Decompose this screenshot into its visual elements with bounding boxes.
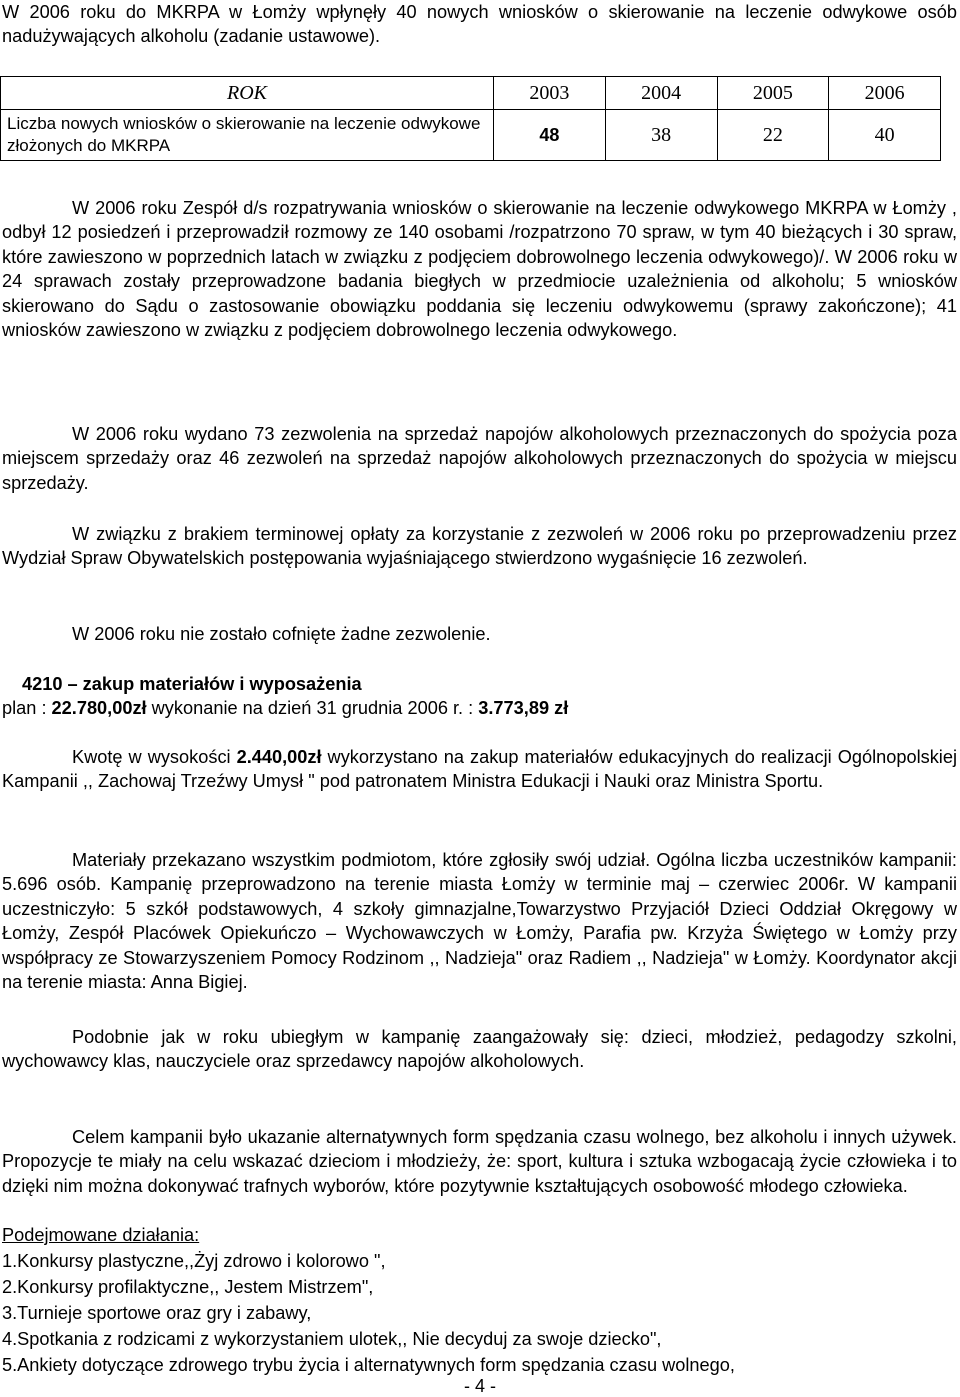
campaign-text-start: Kwotę w wysokości <box>72 747 237 767</box>
committee-text: W 2006 roku Zespół d/s rozpatrywania wniosków o skierowanie na leczenie odwykowego MKRPA w Łomży , odbył 12 posiedzeń i przeprowadził rozmowy ze 140 osobami /rozpatrzono 70 spraw, w tym 40 bieżących i 30 spraw, które zawieszono w poprzednich latach w związku z podjęciem dobrowolnego leczenia odwykowego)/. W 2006 roku w 24 sprawach zostały przeprowadzone badania biegłych w przedmiocie uzależnienia od alkoholu; 5 wniosków skierowano do Sądu o zastosowanie obowiązku poddania się leczeniu odwykowemu (sprawy zakończone); 41 wniosków zawieszono w związku z podjęciem dobrowolnego leczenia odwykowego. <box>2 198 957 341</box>
table-header-row <box>1 77 941 110</box>
list-item: 4.Spotkania z rodzicami z wykorzystaniem ulotek,, Nie decyduj za swoje dziecko", <box>2 1329 662 1349</box>
goal-text: Celem kampanii było ukazanie alternatywnych form spędzania czasu wolnego, bez alkoholu i innych używek. Propozycje te miały na celu wskazać dzieciom i młodzieży, że: sport, kultura i sztuka wzbogacają życie człowieka i to dzięki nim można dokonywać trafnych wyborów, które pozytywnie kształtujących osobowość młodego człowieka. <box>2 1127 957 1196</box>
expiry-paragraph <box>2 522 957 571</box>
row-label: Liczba nowych wniosków o skierowanie na leczenie odwykowe złożonych do MKRPA <box>1 110 494 161</box>
campaign-paragraph <box>2 745 957 794</box>
list-item: 1.Konkursy plastyczne,,Żyj zdrowo i kolorowo ", <box>2 1251 386 1271</box>
permits-text: W 2006 roku wydano 73 zezwolenia na sprzedaż napojów alkoholowych przeznaczonych do spożycia poza miejscem sprzedaży oraz 46 zezwoleń na sprzedaż napojów alkoholowych przeznaczonych do spożycia w miejscu sprzedaży. <box>2 424 957 493</box>
year-cell: 2004 <box>605 77 717 110</box>
list-item: 5.Ankiety dotyczące zdrowego trybu życia i alternatywnych form spędzania czasu wolnego, <box>2 1355 735 1375</box>
committee-paragraph <box>2 196 957 342</box>
list-item: 2.Konkursy profilaktyczne,, Jestem Mistrzem", <box>2 1277 374 1297</box>
campaign-amount: 2.440,00zł <box>236 747 322 767</box>
section-heading: 4210 – zakup materiałów i wyposażenia <box>22 674 362 694</box>
permits-paragraph <box>2 422 957 495</box>
year-cell: 2005 <box>717 77 829 110</box>
value-cell: 40 <box>829 110 941 161</box>
value-cell: 38 <box>605 110 717 161</box>
applications-table <box>0 76 941 161</box>
list-item: 3.Turnieje sportowe oraz gry i zabawy, <box>2 1303 312 1323</box>
participants-text: Podobnie jak w roku ubiegłym w kampanię zaangażowały się: dzieci, młodzież, pedagodzy szkolni, wychowawcy klas, nauczyciele oraz sprzedawcy napojów alkoholowych. <box>2 1027 957 1072</box>
revocation-paragraph <box>2 622 957 646</box>
year-header-label: ROK <box>1 77 494 110</box>
materials-paragraph <box>2 848 957 994</box>
budget-section <box>2 672 957 721</box>
value-cell: 22 <box>717 110 829 161</box>
actions-title: Podejmowane działania: <box>2 1225 200 1245</box>
year-cell: 2003 <box>494 77 606 110</box>
goal-paragraph <box>2 1125 957 1198</box>
campaign-text-end: wykorzystano na zakup materiałów edukacyjnych do realizacji Ogólnopolskiej Kampanii ,, Zachowaj Trzeźwy Umysł " pod patronatem Ministra Edukacji i Nauki oraz Ministra Sportu. <box>2 747 957 792</box>
participants-paragraph <box>2 1025 957 1074</box>
execution-value: 3.773,89 zł <box>478 698 569 719</box>
actions-list <box>2 1222 957 1378</box>
plan-line <box>2 696 957 720</box>
materials-text: Materiały przekazano wszystkim podmiotom, które zgłosiły swój udział. Ogólna liczba uczestników kampanii: 5.696 osób. Kampanię przeprowadzono na terenie miasta Łomży w terminie maj – czerwiec 2006r. W kampanii uczestniczyło: 5 szkół podstawowych, 4 szkoły gimnazjalne,Towarzystwo Przyjaciół Dzieci Oddział Okręgowy w Łomży, Zespół Placówek Opiekuńczo – Wychowawczych w Łomży, Parafia pw. Krzyża Świętego w Łomży przy współpracy ze Stowarzyszeniem Pomocy Rodzinom ,, Nadzieja" oraz Radiem ,, Nadzieja" w Łomży. Koordynator akcji na terenie miasta: Anna Bigiej. <box>2 850 957 993</box>
intro-paragraph: W 2006 roku do MKRPA w Łomży wpłynęły 40 nowych wniosków o skierowanie na leczenie odwykowe osób nadużywających alkoholu (zadanie ustawowe). <box>2 2 957 47</box>
plan-value: 22.780,00zł <box>51 698 147 719</box>
page-number: - 4 - <box>463 1376 496 1396</box>
plan-middle: wykonanie na dzień 31 grudnia 2006 r. : <box>146 698 479 719</box>
revocation-text: W 2006 roku nie zostało cofnięte żadne zezwolenie. <box>72 624 491 644</box>
table-data-row <box>1 110 941 161</box>
expiry-text: W związku z brakiem terminowej opłaty za korzystanie z zezwoleń w 2006 roku po przeprowadzeniu przez Wydział Spraw Obywatelskich postępowania wyjaśniającego stwierdzono wygaśnięcie 16 zezwoleń. <box>2 524 957 569</box>
year-cell: 2006 <box>829 77 941 110</box>
value-cell: 48 <box>494 110 606 161</box>
plan-prefix: plan : <box>2 698 52 719</box>
